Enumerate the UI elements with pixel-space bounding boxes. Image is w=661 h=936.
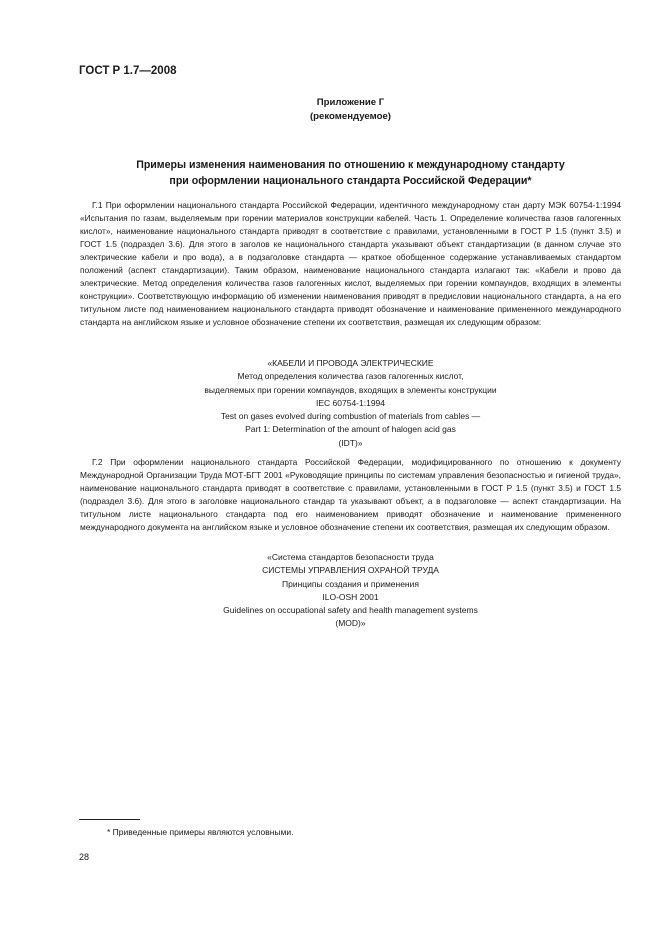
example-line: «КАБЕЛИ И ПРОВОДА ЭЛЕКТРИЧЕСКИЕ bbox=[267, 358, 434, 368]
example-line: (IDT)» bbox=[338, 437, 363, 448]
section-title bbox=[80, 157, 621, 189]
example-line: Метод определения количества газов галогенных кислот, bbox=[237, 371, 464, 382]
paragraph-line: вода), а в подзаголовке стандарта — краткое обобщенное содержание устанавливаемых стандартом положений bbox=[80, 252, 622, 275]
paragraph-line: Г.2 При оформлении национального стандарта Российской Федерации, модифицированного по отношению bbox=[92, 457, 570, 467]
example-line: Принципы создания и применения bbox=[282, 578, 419, 589]
paragraph-line: Г.1 При оформлении национального стандарта Российской Федерации, идентичного международному стан bbox=[92, 200, 520, 210]
paragraph-line: установленными в ГОСТ Р 1.5 (пункт 3.5) и ГОСТ 1.5 (подраздел 3.6). Для этого в заголовке национального стандар bbox=[80, 483, 621, 506]
example-line: выделяемых при горении компаундов, входящих в элементы конструкции bbox=[204, 384, 497, 395]
paragraph-line: да электрические. Метод определения количества газов галогенных кислот, выделяемых при горении компаундов, bbox=[80, 265, 621, 288]
paragraph-line: безопасностью и гигиеной труда», наименование национального стандарта приводят в соответствие с правилами, bbox=[80, 470, 621, 493]
standard-header: ГОСТ Р 1.7—2008 bbox=[79, 65, 177, 77]
paragraph-line: ке национального стандарта указывают объект стандартизации (в данном случае это электрические кабели и про bbox=[80, 239, 621, 262]
page-number: 28 bbox=[79, 852, 90, 862]
paragraph-line: (аспект стандартизации). Таким образом, наименование национального стандарта излагают так: «Кабели и прово bbox=[128, 265, 607, 275]
example-line: (MOD)» bbox=[335, 618, 366, 629]
example-line: Guidelines on occupational safety and health management systems bbox=[223, 605, 478, 616]
paragraph-line: та указывают объект, а в подзаголовке — аспект стандартизации. На титульном листе национального стандарта bbox=[80, 496, 622, 519]
appendix-type: (рекомендуемое) bbox=[309, 111, 391, 122]
paragraph-line: входящих в элементы конструкции». Соответствующую информацию об изменении наименования приводят в bbox=[80, 278, 621, 301]
example-line: Test on gases evolved during combustion of materials from cables — bbox=[220, 411, 481, 422]
example-line: Part 1: Determination of the amount of halogen acid gas bbox=[245, 424, 456, 435]
title-line-1: Примеры изменения наименования по отношению к международному стандарту bbox=[136, 159, 565, 171]
example-2-block bbox=[80, 551, 621, 631]
footnote: * Приведенные примеры являются условными. bbox=[107, 827, 294, 837]
example-1-block bbox=[80, 357, 621, 450]
paragraph-g1 bbox=[80, 199, 621, 329]
paragraph-line: под его наименованием приводят обозначение и наименование примененного международного документа на bbox=[80, 509, 621, 532]
appendix-heading bbox=[80, 96, 621, 124]
footnote-divider bbox=[79, 819, 140, 820]
title-line-2: при оформлении национального стандарта Российской Федерации* bbox=[169, 175, 532, 187]
paragraph-line: обозначение степени их соответствия, размещая их следующим образом: bbox=[251, 317, 542, 327]
paragraph-line: английском языке и условное обозначение степени их соответствия, размещая их следующим образом. bbox=[202, 522, 610, 532]
paragraph-line: приводят обозначение и наименование примененного международного стандарта на английском языке и условное bbox=[80, 304, 621, 327]
example-line: «Система стандартов безопасности труда bbox=[267, 552, 434, 562]
paragraph-line: Часть 1. Определение количества газов галогенных кислот», наименование национального стандарта приводят в bbox=[80, 213, 621, 236]
paragraph-line: предисловии национального стандарта, а на его титульном листе под наименованием национального стандарта bbox=[80, 291, 621, 314]
paragraph-line: соответствие с правилами, установленными в ГОСТ Р 1.5 (пункт 3.5) и ГОСТ 1.5 (подраздел 3.6). Для этого в заголов bbox=[80, 226, 621, 249]
appendix-label: Приложение Г bbox=[316, 97, 385, 108]
paragraph-g2 bbox=[80, 456, 621, 534]
example-line: СИСТЕМЫ УПРАВЛЕНИЯ ОХРАНОЙ ТРУДА bbox=[262, 565, 439, 576]
example-line: IEC 60754-1:1994 bbox=[316, 397, 385, 408]
example-line: ILO-OSH 2001 bbox=[322, 591, 379, 602]
paragraph-line: к документу Международной Организации Труда МОТ-БГТ 2001 «Руководящие принципы по системам управления bbox=[80, 457, 622, 480]
paragraph-line: дарту МЭК 60754-1:1994 «Испытания по газам, выделяемым при горении материалов конструкции кабелей. bbox=[80, 200, 622, 223]
